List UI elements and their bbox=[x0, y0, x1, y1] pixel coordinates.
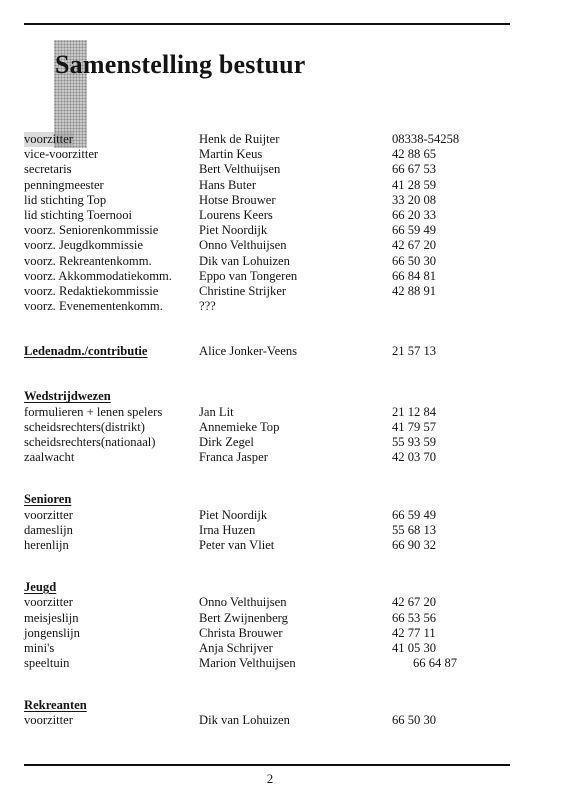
list-item bbox=[24, 508, 534, 523]
list-item bbox=[24, 178, 534, 193]
section-heading: Ledenadm./contributie bbox=[24, 344, 148, 359]
person-name: Marion Velthuijsen bbox=[199, 656, 296, 671]
person-name: Lourens Keers bbox=[199, 207, 273, 222]
role-label: scheidsrechters(nationaal) bbox=[24, 435, 156, 449]
phone-number: 42 03 70 bbox=[392, 450, 437, 465]
person-name: Piet Noordijk bbox=[199, 223, 268, 238]
page-number: 2 bbox=[266, 771, 274, 786]
phone-number: 66 50 30 bbox=[392, 253, 437, 268]
person-name: Dirk Zegel bbox=[199, 435, 254, 449]
list-item bbox=[24, 626, 534, 641]
list-item bbox=[24, 254, 534, 269]
role-label: voorz. Jeugdkommissie bbox=[24, 238, 143, 253]
role-label: voorz. Rekreantenkomm. bbox=[24, 253, 152, 268]
bottom-rule bbox=[24, 764, 510, 766]
section-rekreanten bbox=[24, 698, 534, 728]
person-name: Onno Velthuijsen bbox=[199, 595, 287, 610]
phone-number: 55 68 13 bbox=[392, 522, 437, 537]
top-rule bbox=[24, 23, 510, 25]
role-label: scheidsrechters(distrikt) bbox=[24, 419, 145, 434]
phone-number: 42 67 20 bbox=[392, 595, 437, 610]
person-name: ??? bbox=[199, 299, 216, 314]
phone-number: 21 12 84 bbox=[392, 404, 437, 419]
phone-number: 66 53 56 bbox=[392, 610, 437, 625]
page-title: Samenstelling bestuur bbox=[55, 50, 306, 79]
role-label: voorzitter bbox=[24, 595, 73, 610]
list-item bbox=[24, 713, 534, 728]
phone-number: 42 88 91 bbox=[392, 283, 437, 298]
person-name: Hotse Brouwer bbox=[199, 192, 276, 207]
section-bestuur bbox=[24, 132, 534, 314]
role-label: voorz. Akkommodatiekomm. bbox=[24, 268, 172, 283]
list-item bbox=[24, 450, 534, 465]
phone-number: 66 59 49 bbox=[392, 223, 437, 238]
list-item bbox=[24, 641, 534, 656]
role-label: voorzitter bbox=[24, 507, 73, 522]
phone-number: 41 05 30 bbox=[392, 640, 437, 655]
list-item bbox=[24, 523, 534, 538]
person-name: Alice Jonker-Veens bbox=[199, 344, 298, 359]
board-listing bbox=[24, 132, 534, 729]
section-heading-row bbox=[24, 389, 534, 404]
list-item bbox=[24, 193, 534, 208]
phone-number: 66 50 30 bbox=[392, 713, 437, 728]
list-item bbox=[24, 223, 534, 238]
person-name: Christa Brouwer bbox=[199, 625, 283, 640]
role-label: speeltuin bbox=[24, 656, 70, 671]
role-label: mini's bbox=[24, 640, 55, 655]
phone-number: 41 79 57 bbox=[392, 419, 437, 434]
person-name: Piet Noordijk bbox=[199, 507, 268, 522]
phone-number: 66 20 33 bbox=[392, 207, 437, 222]
list-item bbox=[24, 208, 534, 223]
person-name: Onno Velthuijsen bbox=[199, 238, 287, 253]
role-label: lid stichting Top bbox=[24, 192, 107, 207]
list-item bbox=[24, 132, 534, 147]
list-item bbox=[24, 405, 534, 420]
section-ledenadministratie bbox=[24, 344, 534, 359]
person-name: Bert Velthuijsen bbox=[199, 162, 281, 177]
phone-number: 42 88 65 bbox=[392, 147, 437, 162]
list-item bbox=[24, 344, 534, 359]
role-label: secretaris bbox=[24, 162, 72, 177]
role-label: lid stichting Toernooi bbox=[24, 207, 133, 222]
role-label: zaalwacht bbox=[24, 450, 75, 465]
role-label: voorzitter bbox=[24, 132, 73, 146]
list-item bbox=[24, 656, 534, 671]
person-name: Dik van Lohuizen bbox=[199, 713, 290, 728]
list-item bbox=[24, 435, 534, 450]
phone-number: 66 59 49 bbox=[392, 507, 437, 522]
section-heading-row bbox=[24, 580, 534, 595]
section-senioren bbox=[24, 492, 534, 553]
person-name: Peter van Vliet bbox=[199, 537, 275, 552]
phone-number: 42 67 20 bbox=[392, 238, 437, 253]
list-item bbox=[24, 420, 534, 435]
role-label: dameslijn bbox=[24, 522, 73, 537]
role-label: herenlijn bbox=[24, 537, 69, 552]
phone-number: 66 67 53 bbox=[392, 162, 437, 177]
list-item bbox=[24, 595, 534, 610]
list-item bbox=[24, 611, 534, 626]
section-jeugd bbox=[24, 580, 534, 671]
list-item bbox=[24, 147, 534, 162]
role-label: jongenslijn bbox=[24, 625, 80, 640]
phone-number: 55 93 59 bbox=[392, 435, 437, 449]
role-label: vice-voorzitter bbox=[24, 147, 99, 162]
section-heading: Jeugd bbox=[24, 580, 57, 595]
section-heading-row bbox=[24, 492, 534, 507]
person-name: Annemieke Top bbox=[199, 419, 280, 434]
phone-number: 66 64 87 bbox=[413, 656, 458, 671]
phone-number: 08338-54258 bbox=[392, 132, 460, 146]
phone-number: 41 28 59 bbox=[392, 177, 437, 192]
role-label: voorz. Redaktiekommissie bbox=[24, 283, 159, 298]
section-heading: Senioren bbox=[24, 492, 72, 507]
person-name: Martin Keus bbox=[199, 147, 263, 162]
person-name: Anja Schrijver bbox=[199, 640, 273, 655]
role-label: voorz. Seniorenkommissie bbox=[24, 223, 159, 238]
list-item bbox=[24, 162, 534, 177]
list-item bbox=[24, 269, 534, 284]
phone-number: 66 90 32 bbox=[392, 537, 437, 552]
phone-number: 42 77 11 bbox=[392, 625, 436, 640]
role-label: penningmeester bbox=[24, 177, 104, 192]
list-item bbox=[24, 284, 534, 299]
section-heading: Rekreanten bbox=[24, 698, 87, 713]
role-label: formulieren + lenen spelers bbox=[24, 404, 163, 419]
phone-number: 21 57 13 bbox=[392, 344, 437, 359]
phone-number: 66 84 81 bbox=[392, 268, 437, 283]
list-item bbox=[24, 299, 534, 314]
person-name: Eppo van Tongeren bbox=[199, 268, 298, 283]
person-name: Bert Zwijnenberg bbox=[199, 610, 288, 625]
list-item bbox=[24, 538, 534, 553]
section-wedstrijdwezen bbox=[24, 389, 534, 465]
person-name: Hans Buter bbox=[199, 177, 257, 192]
person-name: Franca Jasper bbox=[199, 450, 268, 465]
person-name: Irna Huzen bbox=[199, 522, 256, 537]
section-heading: Wedstrijdwezen bbox=[24, 389, 111, 404]
person-name: Henk de Ruijter bbox=[199, 132, 280, 146]
person-name: Christine Strijker bbox=[199, 283, 287, 298]
person-name: Dik van Lohuizen bbox=[199, 253, 290, 268]
role-label: voorz. Evenementenkomm. bbox=[24, 299, 163, 314]
person-name: Jan Lit bbox=[199, 404, 234, 419]
section-heading-row bbox=[24, 698, 534, 713]
role-label: voorzitter bbox=[24, 713, 73, 728]
phone-number: 33 20 08 bbox=[392, 192, 437, 207]
list-item bbox=[24, 238, 534, 253]
role-label: meisjeslijn bbox=[24, 610, 79, 625]
